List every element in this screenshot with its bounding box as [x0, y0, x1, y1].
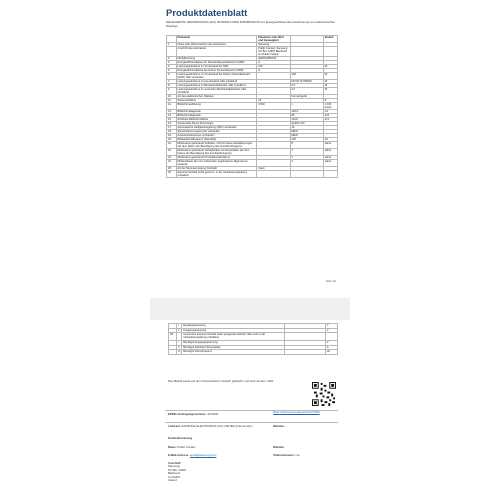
table-cell: dm² — [323, 118, 337, 122]
product-data-table — [166, 35, 338, 178]
table-cell: V — [325, 341, 337, 346]
name-label: Name: — [168, 445, 177, 449]
table-row — [167, 160, 338, 167]
eprel-link[interactable]: https://eprel.ec.europa.eu/qr/1472293 — [273, 410, 320, 414]
table-cell: 6. — [167, 73, 177, 80]
address-line: Co Dublin — [168, 474, 181, 479]
table-cell: Samsung — [257, 43, 290, 47]
table-cell: 25. — [167, 167, 177, 171]
table-cell: 4. — [167, 65, 177, 69]
table-row — [167, 47, 338, 57]
table-cell — [284, 350, 325, 355]
table-cell: 9 — [323, 99, 337, 103]
address-label: Anschrift: — [168, 461, 182, 465]
table-cell: 18. — [167, 130, 177, 134]
table-cell: QE65QN85AAT — [257, 57, 290, 61]
table-cell: Sichtbare Bildschirmfläche — [176, 118, 257, 122]
table-cell: 1. — [167, 43, 177, 47]
table-cell: Jahre — [323, 142, 337, 149]
eprel-value: 1472293 — [207, 412, 219, 416]
table-cell: W — [323, 84, 337, 88]
table-header-row — [167, 36, 338, 43]
table-cell: 7 — [290, 156, 323, 160]
table-cell: Ausgangsspannung — [182, 328, 284, 333]
table-cell: 28. — [169, 333, 177, 341]
table-cell: Art des elektronischen Displays — [176, 95, 257, 99]
table-cell: cm — [323, 110, 337, 114]
table-header-cell: Parameter oder Wert und Genauigkeit — [257, 36, 290, 43]
name-value: Public Contact — [177, 445, 196, 449]
table-cell: ii — [177, 345, 182, 350]
table-cell: 17. — [167, 126, 177, 130]
address-line: PO Box 12987 — [168, 467, 187, 472]
address-line: Blackrock — [168, 471, 181, 476]
table-cell: Art der Stromversorgung (Netzteil) — [176, 167, 257, 171]
phone-label: Telefonnummer: — [273, 453, 295, 457]
table-cell: Genormtes externes Netzteil (oder geeignetes Netzteil, falls nicht in der Verkaufsverpackung enthalten) — [182, 333, 284, 341]
table-cell: 24. — [167, 160, 177, 167]
table-cell: 5. — [167, 69, 177, 73]
table-cell: 114,8 — [290, 118, 323, 122]
email-row — [168, 454, 216, 457]
table-cell: W — [323, 80, 337, 84]
table-cell: 12. — [167, 103, 177, 110]
table-cell: Anschrift des Lieferanten — [176, 47, 257, 57]
table-header-cell — [167, 36, 177, 43]
table-cell: Fernsehgerät — [290, 95, 323, 99]
table-cell: W — [323, 73, 337, 80]
address-line: Ireland — [168, 478, 177, 483]
table-cell: Spracherkennungssensor vorhanden — [176, 130, 257, 134]
table-cell — [167, 47, 177, 57]
table-header-cell — [290, 36, 323, 43]
regulation-subtitle: DELEGIERTE VERORDNUNG (EU) 2019/2013 DER KOMMISSION zur Energieeffizienzkennzeichnung von elektronischen Displays — [166, 20, 336, 28]
table-cell: 2 160 pixels — [323, 103, 337, 110]
document-page-1 — [163, 2, 340, 287]
table-cell: QLED LCD — [290, 122, 323, 126]
supplier-label: Lieferant: — [168, 424, 181, 428]
table-cell: W — [323, 88, 337, 95]
table-cell — [257, 171, 290, 178]
table-cell — [323, 47, 337, 57]
table-header-cell: Einheit — [323, 36, 337, 43]
email-link[interactable]: eprel@samsung.com — [189, 453, 217, 457]
table-cell: iii — [178, 350, 180, 353]
table-cell: i — [177, 341, 182, 346]
table-cell: Benötigte Stromfrequenz — [182, 350, 284, 355]
table-cell — [257, 149, 290, 156]
table-cell: Leistungsaufnahme im Bereitschaftsbetrieb, falls zutreffend — [176, 84, 257, 88]
table-cell: Public Contact, Samsung PO Box 12987 Blackrock Co Dublin Ireland — [257, 47, 290, 57]
table-cell — [290, 171, 323, 178]
eprel-label: EPREL-Eintragungsnummer: — [168, 412, 207, 416]
divider — [165, 422, 338, 423]
table-cell: 8. — [167, 84, 177, 88]
table-row — [169, 333, 338, 341]
table-cell: 19. — [167, 134, 177, 138]
table-cell — [290, 47, 323, 57]
table-cell: NEIN — [290, 134, 323, 138]
customer-service-label: Kundenbetreuung — [168, 436, 193, 440]
table-cell: ii — [177, 328, 182, 333]
table-cell — [323, 171, 337, 178]
model-info-note: Das Modell wurde auf dem Unionsmarkt in Verkehr gebracht, und zwar ab dem: 2021 — [168, 379, 274, 383]
table-cell: Intern — [257, 167, 290, 171]
table-cell: 0,5 — [290, 84, 323, 88]
table-cell: 20. — [167, 138, 177, 142]
table-cell: 11. — [167, 99, 177, 103]
table-cell: : — [290, 99, 323, 103]
table-header-cell: Parameter — [176, 36, 257, 43]
supplier-value: SAMSUNG ELECTRONICS (UK) LIMITED (Internet Rel.) — [181, 424, 253, 428]
table-cell: Leistungsaufnahme im vernetzten Bereitschaftsbetrieb, falls zutreffend — [176, 88, 257, 95]
table-cell: 3. — [167, 61, 177, 65]
table-cell — [257, 142, 290, 149]
table-cell: Anwesenheitssensor vorhanden — [176, 134, 257, 138]
table-cell: Seitenverhältnis — [176, 99, 257, 103]
table-cell: Jahre — [323, 149, 337, 156]
eprel-row — [168, 413, 218, 416]
table-cell: Bildschirmdiagonale — [176, 110, 257, 114]
table-cell: Hz — [323, 138, 337, 142]
table-cell: Name oder Warenzeichen des Lieferanten — [176, 43, 257, 47]
table-cell: x — [290, 103, 323, 110]
table-cell: 65 — [290, 114, 323, 118]
table-cell — [325, 333, 337, 341]
supplier-row — [168, 425, 268, 428]
table-cell: 2 — [290, 160, 323, 167]
table-cell: 13. — [167, 110, 177, 114]
table-cell: 7. — [167, 80, 177, 84]
table-row — [167, 88, 338, 95]
table-cell: G — [257, 61, 290, 65]
table-cell: 16 — [257, 99, 290, 103]
table-cell: 2. — [167, 57, 177, 61]
table-cell: NEIN — [290, 130, 323, 134]
table-row — [167, 142, 338, 149]
table-cell: Bildschirmdiagonale — [176, 114, 257, 118]
table-cell: Bildwiederholfrequenz (Standard) — [176, 138, 257, 142]
table-cell: 190 — [290, 73, 323, 80]
table-cell: Verwendete Panel-Technologie — [176, 122, 257, 126]
table-cell: 8 — [290, 142, 323, 149]
table-cell: Mindestens garantierter Produktkundendienst — [176, 156, 257, 160]
table-row — [169, 350, 338, 355]
table-cell: Leistungsaufnahme im Aus-Zustand, falls zutreffend — [176, 80, 257, 84]
table-cell: JA — [290, 126, 323, 130]
table-cell: 2,0 — [290, 88, 323, 95]
table-cell: Mindestdauer der vom Lieferanten angebotenen allgemeinen Garantie — [176, 160, 257, 167]
table-cell: 102 — [257, 65, 290, 69]
table-cell: 26. — [167, 171, 177, 178]
table-cell: Externes Netzteil (nicht genormt, in der Verkaufsverpackung enthalten) — [176, 171, 257, 178]
table-row — [167, 73, 338, 80]
qr-code-icon[interactable] — [312, 382, 336, 406]
table-cell — [284, 333, 325, 341]
table-cell: V — [325, 324, 337, 329]
table-cell: Benötigte lieferbare Stromstärke — [182, 345, 284, 350]
table-cell: Mindestens garantierte Verfügbarkeit von Ersatzteilen (ab dem Datum der Beendigung des Inverkehrbringens): — [176, 149, 257, 156]
table-cell: NICHT ZUTREFF — [290, 80, 323, 84]
table-cell: Mindestens garantierte Software- und Firmware-Aktualisierungen (ab dem Datum der Beendigung des Inverkehrbringens): — [176, 142, 257, 149]
phone-row — [273, 454, 299, 457]
table-cell: 22. — [167, 149, 177, 156]
table-cell — [257, 160, 290, 167]
table-cell — [257, 73, 290, 80]
table-cell: Hz — [325, 350, 337, 355]
table-cell: 21. — [167, 142, 177, 149]
website-label: Website: — [273, 424, 285, 428]
table-cell: Eingangsspannung — [182, 324, 284, 329]
table-cell: Leistungsaufnahme im On-Zustand bei hohem Dynamikbereich (HDR), falls vorhanden — [176, 73, 257, 80]
table-cell — [169, 350, 177, 355]
address-line: Samsung — [168, 464, 180, 469]
table-cell: 9. — [167, 88, 177, 95]
table-cell: Automatische Helligkeitsregelung (ABC) vorhanden — [176, 126, 257, 130]
table-cell: 23. — [167, 156, 177, 160]
table-row — [167, 171, 338, 178]
address-block — [168, 462, 186, 482]
page-gap — [150, 298, 350, 320]
table-row — [167, 103, 338, 110]
table-cell: 163,9 — [290, 110, 323, 114]
product-data-table-continued — [168, 323, 338, 355]
contact-name-row — [168, 446, 195, 449]
table-cell: Leistungsaufnahme im On-Zustand bei SDR — [176, 65, 257, 69]
table-cell: Benötigte Ausgangsspannung — [182, 341, 284, 346]
table-cell: Jahre — [323, 160, 337, 167]
table-cell: 16. — [167, 122, 177, 126]
page-title: Produktdatenblatt — [166, 8, 248, 19]
table-row — [167, 149, 338, 156]
table-cell: Zoll — [323, 114, 337, 118]
table-cell: Modellkennung — [176, 57, 257, 61]
table-cell: Energieeffizienzklasse für Standarddynamikbereich (SDR) — [176, 61, 257, 65]
table-cell: 14. — [167, 114, 177, 118]
email-label: E-Mail-Adresse: — [168, 453, 190, 457]
table-cell: V — [325, 328, 337, 333]
table-cell: 15. — [167, 118, 177, 122]
table-cell — [257, 88, 290, 95]
table-cell: A — [325, 345, 337, 350]
page-number: Seite 1/2 — [325, 280, 336, 283]
table-cell: 3 840 — [257, 103, 290, 110]
table-cell: 10. — [167, 95, 177, 99]
table-cell: Jahre — [323, 156, 337, 160]
table-cell: Bildschirmauflösung — [176, 103, 257, 110]
table-cell: Energieeffizienzklasse bei hohem Dynamikbereich (HDR) — [176, 69, 257, 73]
table-cell: i — [177, 324, 182, 329]
table-cell: 7 — [290, 149, 323, 156]
table-cell: W — [323, 65, 337, 69]
table-cell: G — [257, 69, 290, 73]
website2-label: Website: — [273, 445, 285, 449]
table-cell: 120 — [290, 138, 323, 142]
phone-value: n/a — [295, 453, 300, 457]
